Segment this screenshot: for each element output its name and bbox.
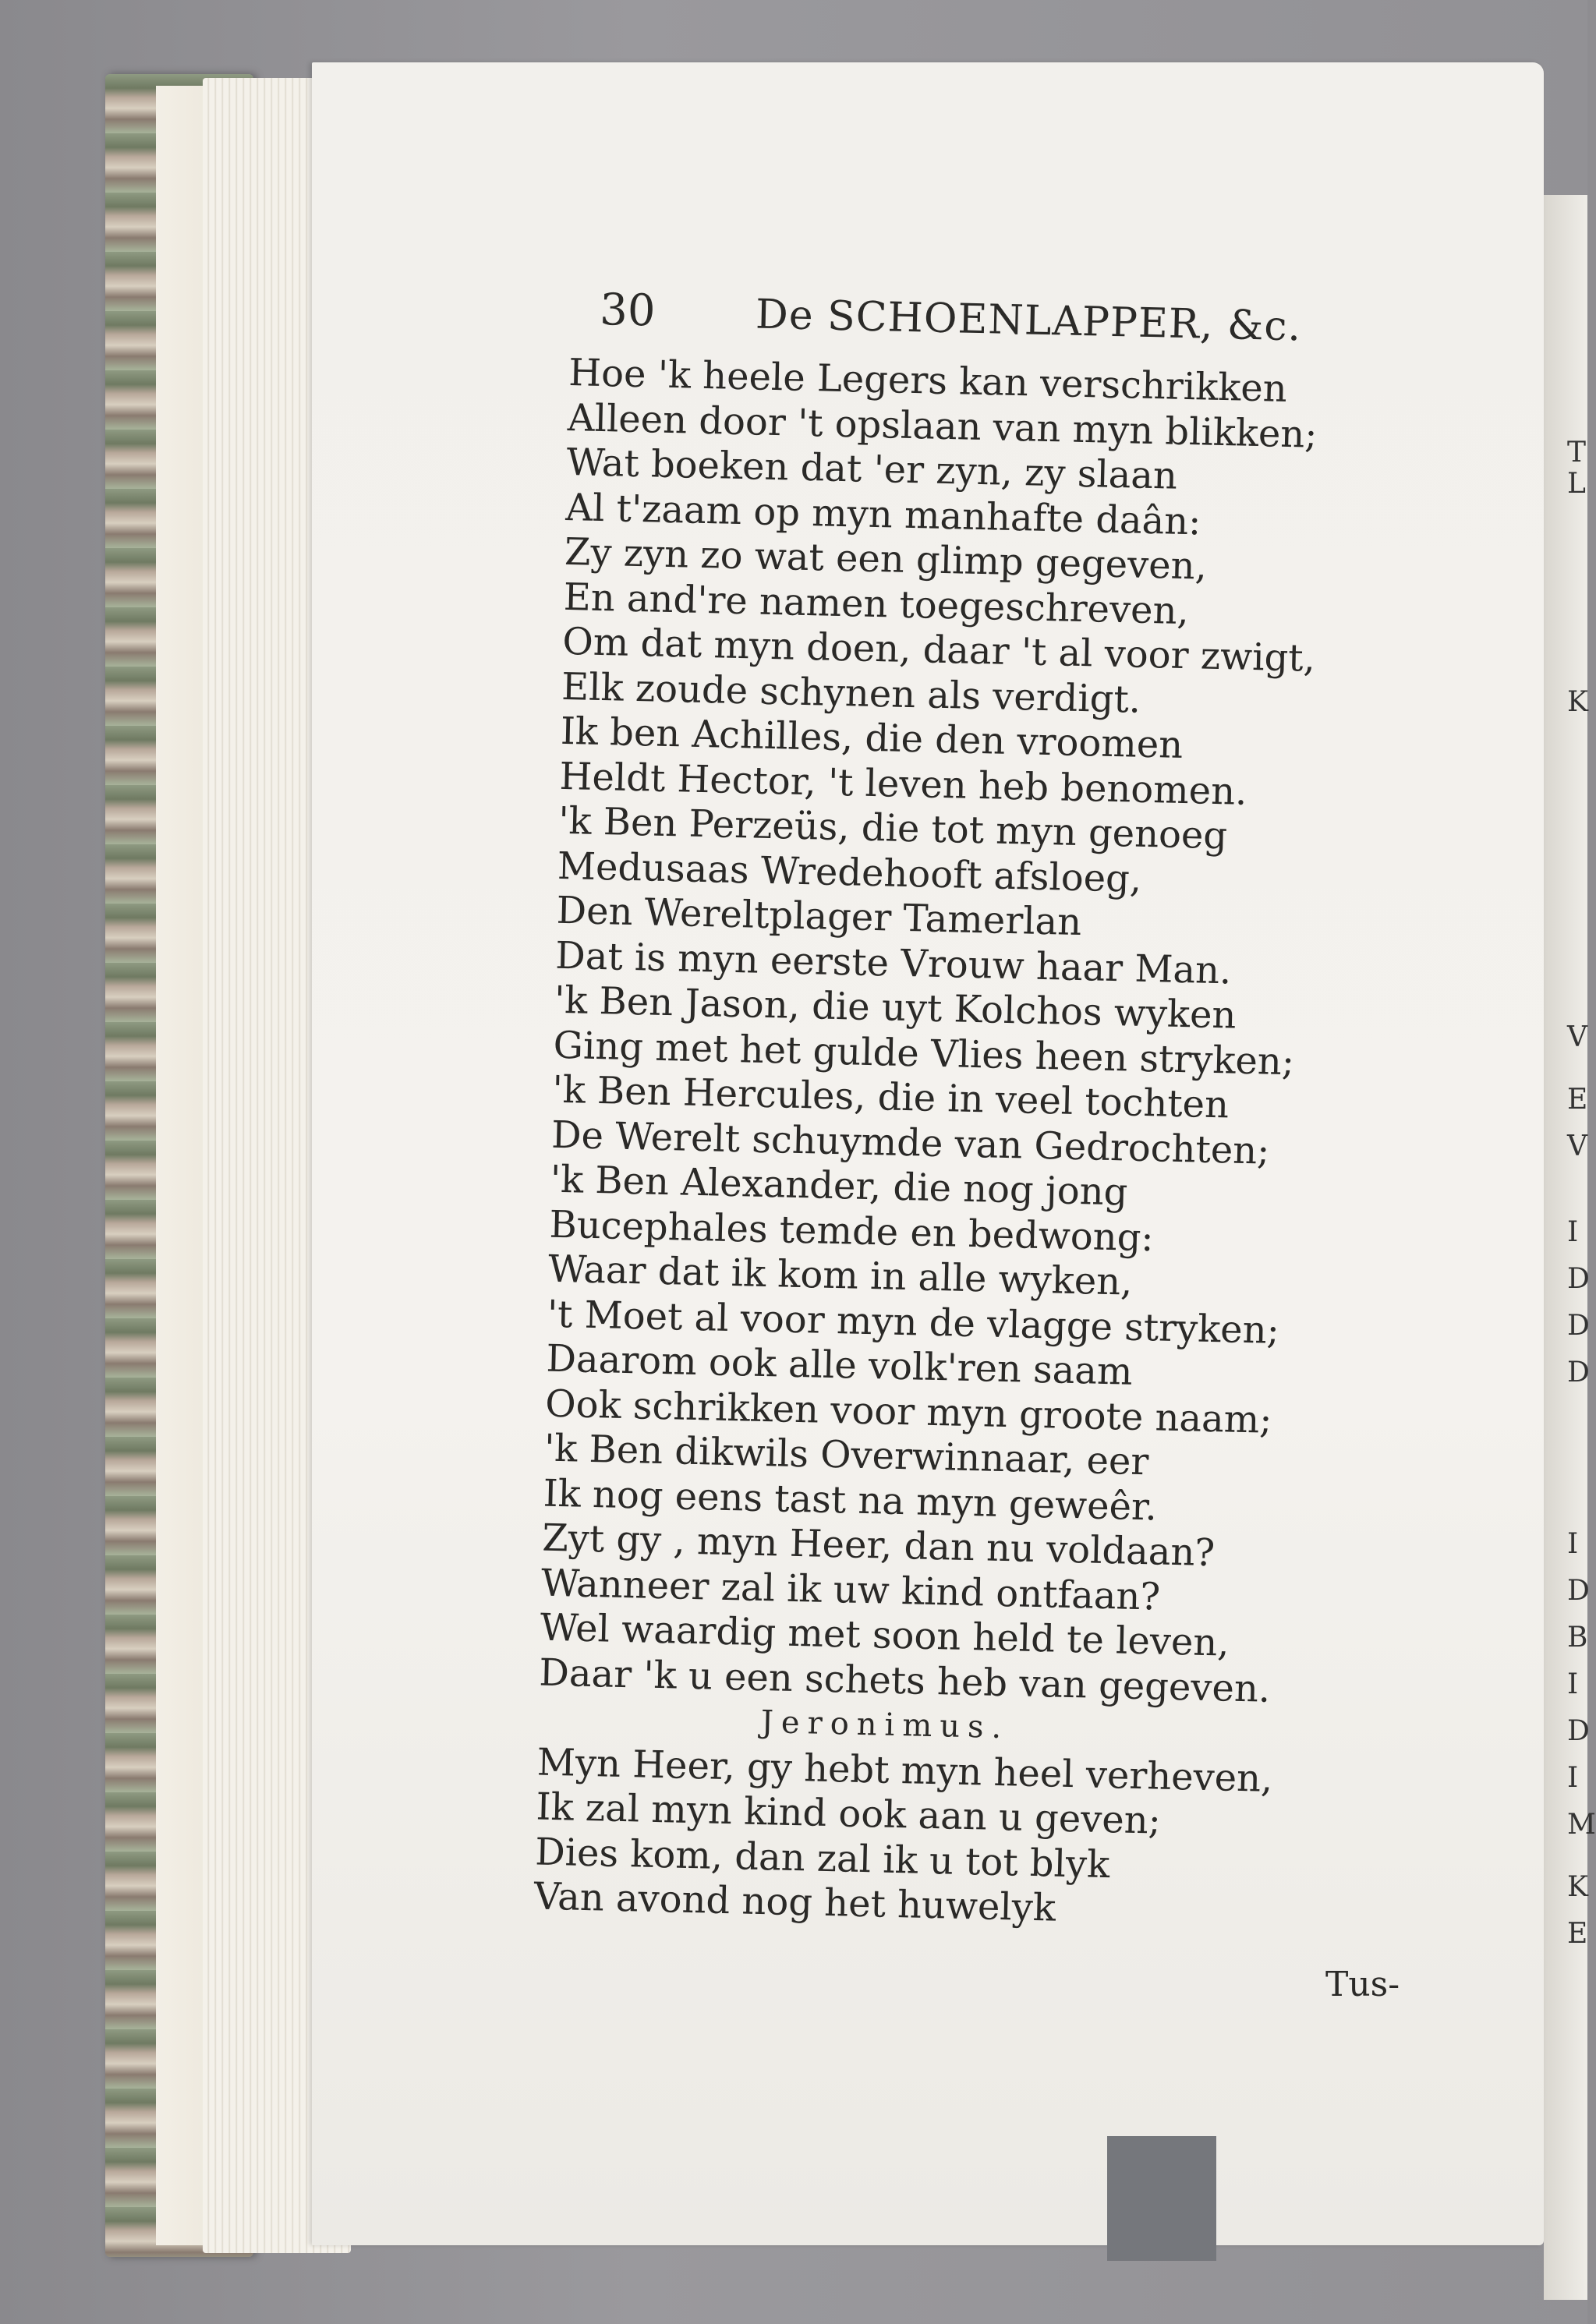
facing-page-letter: E [1567, 1084, 1588, 1116]
reply-line: Ik zal myn kind ook aan u geven; [535, 1785, 1162, 1843]
verse-line: 'k Ben Hercules, die in veel tochten [551, 1067, 1230, 1127]
facing-page-letter: I [1567, 1668, 1579, 1700]
verse-line: 't Moet al voor myn de vlagge stryken; [547, 1292, 1280, 1353]
running-title: De SCHOENLAPPER, &c. [755, 291, 1302, 351]
verse-line: Elk zoude schynen als verdigt. [561, 664, 1141, 722]
facing-page-letter: D [1567, 1310, 1590, 1342]
verse-line: 'k Ben Perzeüs, die tot myn genoeg [557, 798, 1228, 858]
reply-line: Dies kom, dan zal ik u tot blyk [534, 1830, 1110, 1887]
verse-line: Ik ben Achilles, die den vroomen [560, 709, 1184, 767]
verse-line: Daar 'k u een schets heb van gegeven. [538, 1650, 1271, 1711]
verse-line: 'k Ben dikwils Overwinnaar, eer [543, 1426, 1149, 1484]
page-number: 30 [599, 285, 656, 337]
verse-line: Ook schrikken voor myn groote naam; [544, 1381, 1273, 1442]
facing-page-letter: K [1567, 1871, 1588, 1903]
facing-page-letter: D [1567, 1357, 1590, 1388]
reply-line: Myn Heer, gy hebt myn heel verheven, [536, 1740, 1273, 1801]
verse-line: Den Wereltplager Tamerlan [556, 888, 1082, 945]
verse-line: Medusaas Wredehooft afsloeg, [557, 844, 1142, 901]
verse-line: Zyt gy , myn Heer, dan nu voldaan? [541, 1516, 1216, 1576]
verse-line: Wel waardig met soon held te leven, [540, 1605, 1230, 1665]
facing-page-letter: D [1567, 1575, 1590, 1607]
verse-line: Dat is myn eerste Vrouw haar Man. [554, 933, 1232, 992]
verse-line: En and're namen toegeschreven, [563, 575, 1190, 633]
verse-line: Daarom ook alle volk'ren saam [546, 1336, 1134, 1394]
reply-line: Van avond nog het huwelyk [533, 1874, 1056, 1930]
catchword: Tus- [1325, 1965, 1400, 2004]
facing-page-letter: D [1567, 1263, 1590, 1295]
facing-page-letter: I [1567, 1216, 1579, 1248]
verse-line: Al t'zaam op myn manhafte daân: [564, 485, 1201, 543]
facing-page-letter: I [1567, 1762, 1579, 1794]
verse-line: 'k Ben Alexander, die nog jong [550, 1157, 1129, 1215]
verse-line: Zy zyn zo wat een glimp gegeven, [564, 529, 1208, 589]
verse-line: De Werelt schuymde van Gedrochten; [550, 1112, 1270, 1173]
verse-line: Wanneer zal ik uw kind ontfaan? [540, 1561, 1161, 1619]
facing-page-letter: E [1567, 1918, 1588, 1950]
facing-page-letter: M [1567, 1809, 1596, 1841]
verse-line: Alleen door 't opslaan van myn blikken; [567, 395, 1318, 457]
verse-line: Wat boeken dat 'er zyn, zy slaan [566, 440, 1178, 498]
facing-page [1544, 195, 1587, 2300]
verse-line: 'k Ben Jason, die uyt Kolchos wyken [554, 978, 1237, 1038]
verse-line: Ging met het gulde Vlies heen stryken; [553, 1023, 1295, 1084]
speaker-name: Jeronimus. [760, 1704, 1010, 1746]
facing-page-letter: V [1567, 1021, 1587, 1053]
facing-page-letter: K [1567, 686, 1588, 718]
verse-line: Heldt Hector, 't leven heb benomen. [558, 754, 1247, 814]
facing-page-letter: B [1567, 1622, 1588, 1654]
facing-page-letter: V [1567, 1130, 1587, 1162]
bottom-tab [1107, 2136, 1216, 2261]
facing-page-letter: D [1567, 1715, 1590, 1747]
verse-line: Waar dat ik kom in alle wyken, [547, 1247, 1134, 1304]
facing-page-letter: T [1567, 437, 1587, 469]
verse-line: Ik nog eens tast na myn geweêr. [543, 1471, 1158, 1529]
verse-line: Hoe 'k heele Legers kan verschrikken [568, 351, 1288, 411]
facing-page-letter: L [1567, 468, 1586, 500]
facing-page-letter: I [1567, 1528, 1579, 1560]
verse-line: Om dat myn doen, daar 't al voor zwigt, [561, 619, 1316, 681]
verse-text [533, 351, 1457, 1940]
verse-line: Bucephales temde en bedwong: [548, 1202, 1155, 1260]
